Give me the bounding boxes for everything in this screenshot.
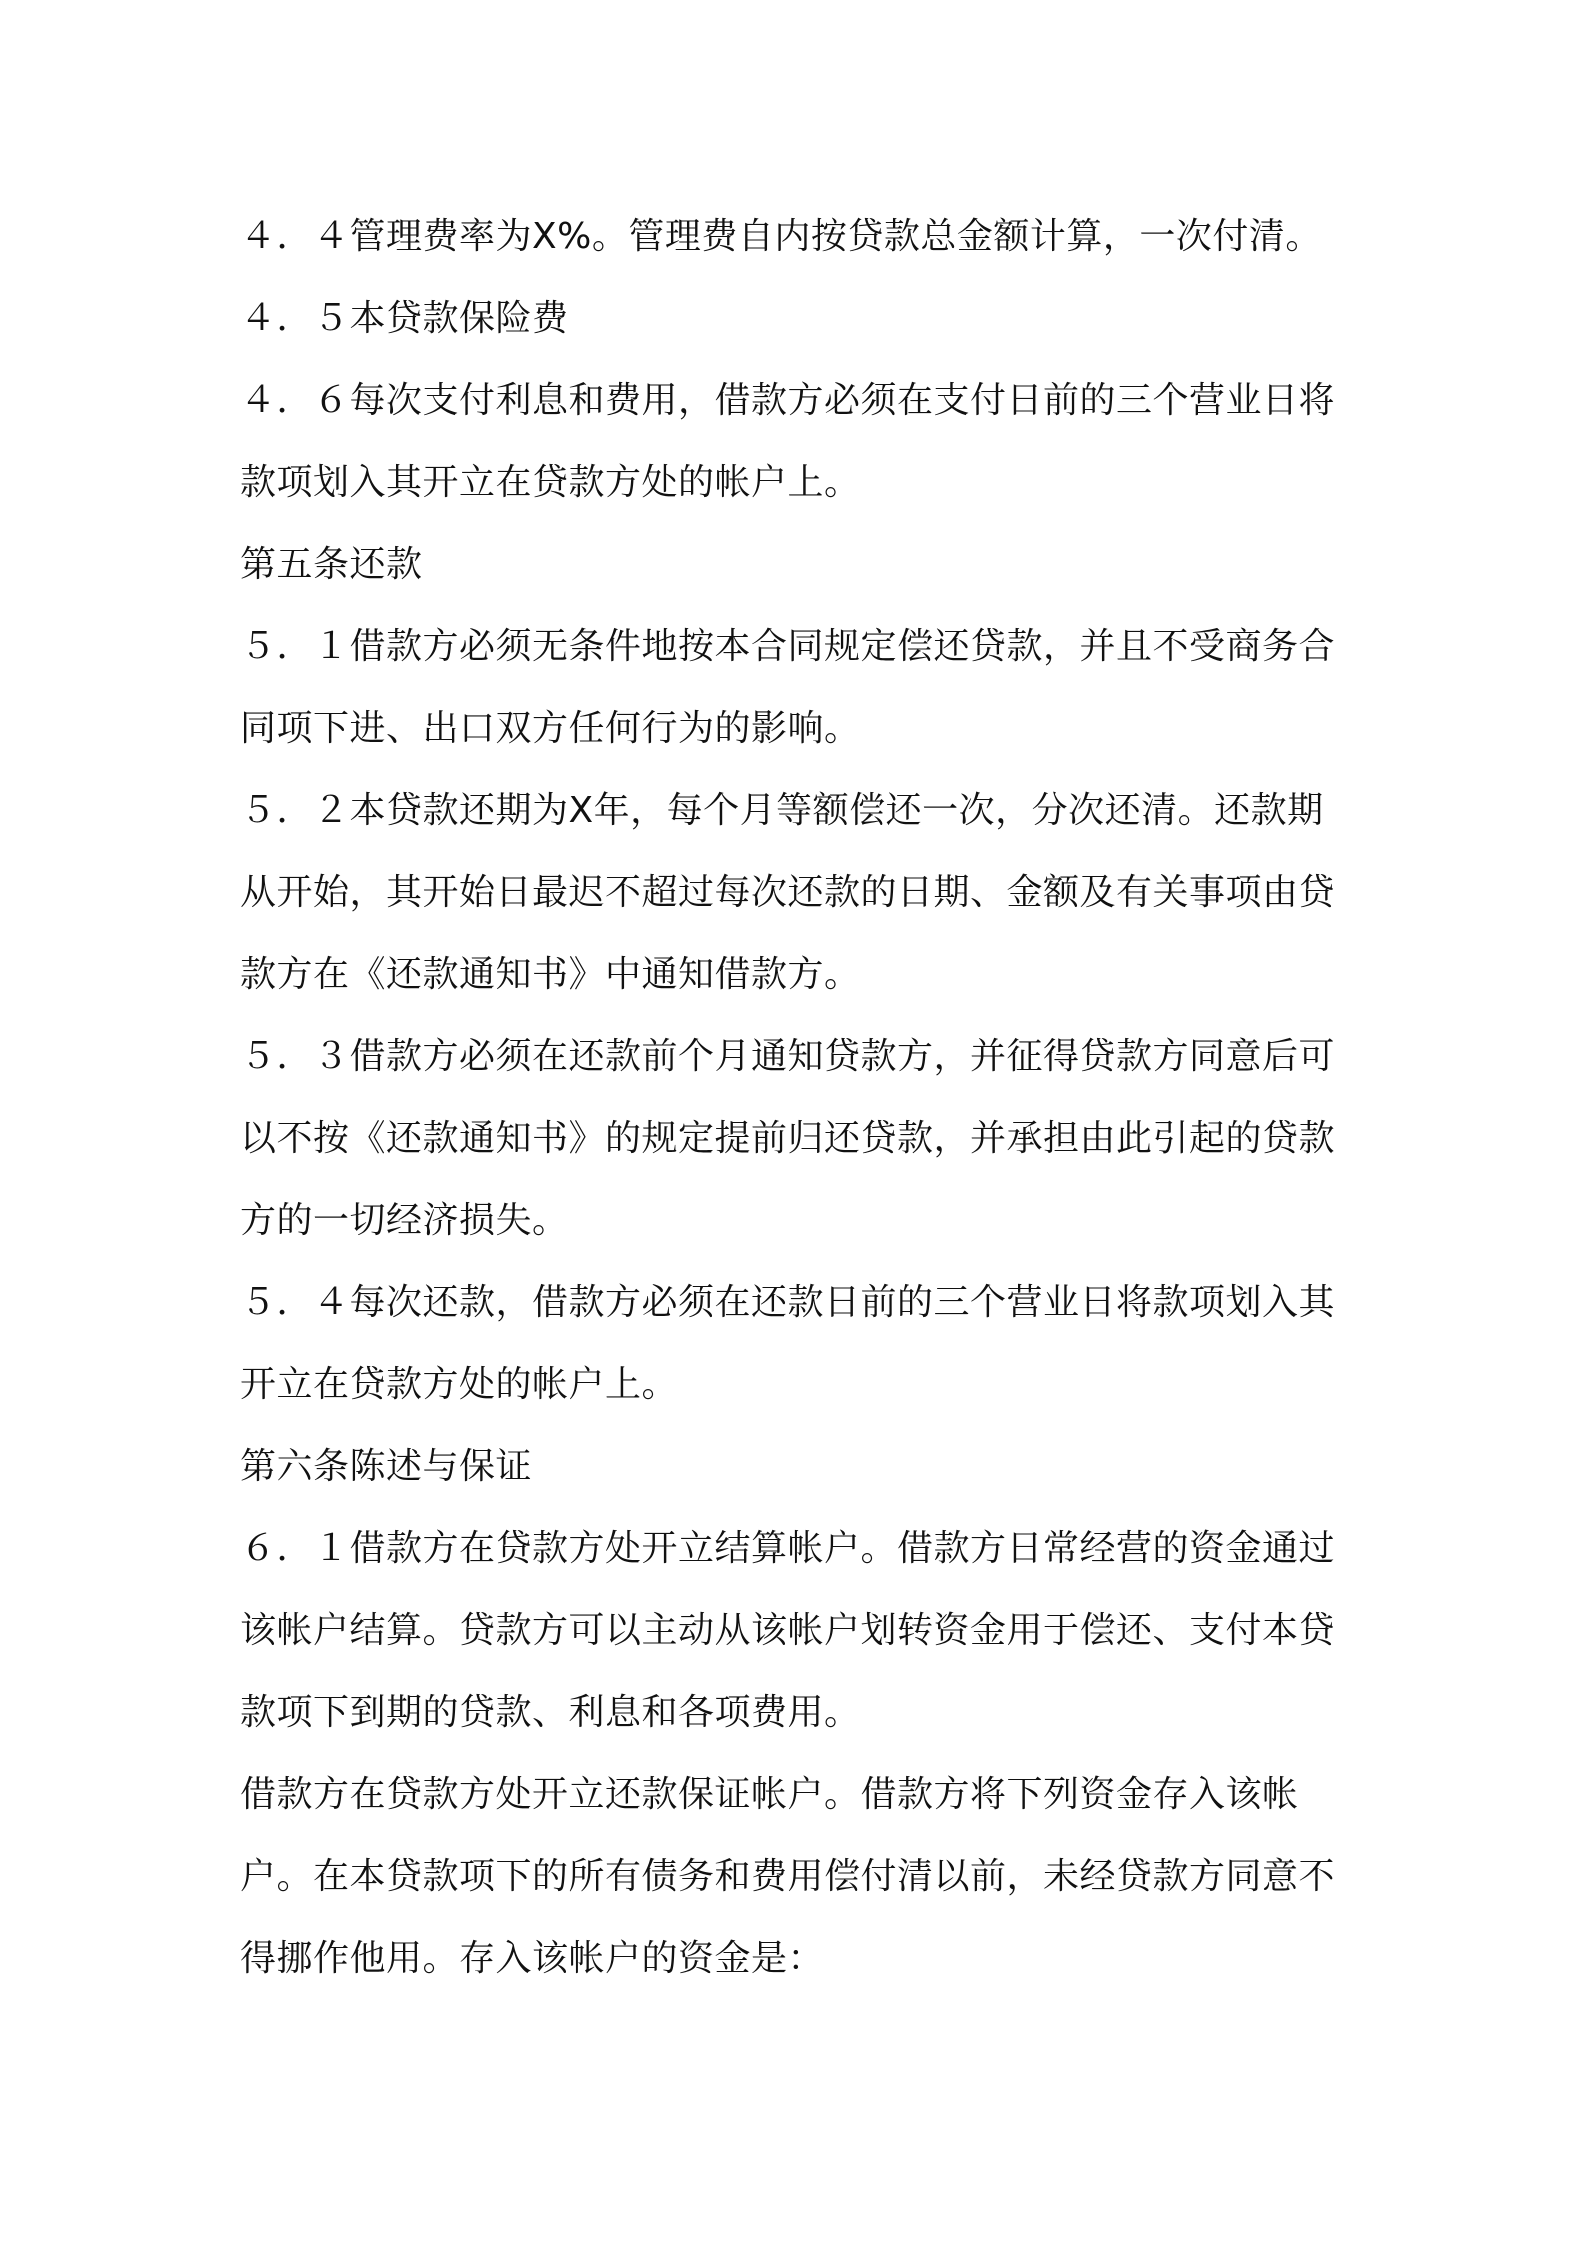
text-line: 款项划入其开立在贷款方处的帐户上。 bbox=[240, 462, 861, 503]
text-line: ５．２本贷款还期为X年，每个月等额偿还一次，分次还清。还款期 bbox=[240, 790, 1324, 831]
text-line: ５．１借款方必须无条件地按本合同规定偿还贷款，并且不受商务合 bbox=[240, 626, 1336, 667]
text-line: ６．１借款方在贷款方处开立结算帐户。借款方日常经营的资金通过 bbox=[240, 1528, 1336, 1569]
text-line: 以不按《还款通知书》的规定提前归还贷款，并承担由此引起的贷款 bbox=[240, 1118, 1336, 1159]
section-heading: 第五条还款 bbox=[240, 544, 423, 585]
section-heading: 第六条陈述与保证 bbox=[240, 1446, 533, 1487]
text-line: 方的一切经济损失。 bbox=[240, 1200, 569, 1241]
text-line: 借款方在贷款方处开立还款保证帐户。借款方将下列资金存入该帐 bbox=[240, 1774, 1299, 1815]
text-line: ４．４管理费率为X%。管理费自内按贷款总金额计算，一次付清。 bbox=[240, 216, 1322, 257]
text-line: 款项下到期的贷款、利息和各项费用。 bbox=[240, 1692, 861, 1733]
text-line: ４．６每次支付利息和费用，借款方必须在支付日前的三个营业日将 bbox=[240, 380, 1336, 421]
text-line: 开立在贷款方处的帐户上。 bbox=[240, 1364, 679, 1405]
document-body bbox=[240, 196, 1360, 2000]
text-line: 同项下进、出口双方任何行为的影响。 bbox=[240, 708, 861, 749]
text-line: 该帐户结算。贷款方可以主动从该帐户划转资金用于偿还、支付本贷 bbox=[240, 1610, 1336, 1651]
text-line: 款方在《还款通知书》中通知借款方。 bbox=[240, 954, 861, 995]
text-line: 从开始，其开始日最迟不超过每次还款的日期、金额及有关事项由贷 bbox=[240, 872, 1336, 913]
text-line: ４．５本贷款保险费 bbox=[240, 298, 569, 339]
text-line: ５．３借款方必须在还款前个月通知贷款方，并征得贷款方同意后可 bbox=[240, 1036, 1336, 1077]
text-line: 得挪作他用。存入该帐户的资金是： bbox=[240, 1938, 825, 1979]
text-line: 户。在本贷款项下的所有债务和费用偿付清以前，未经贷款方同意不 bbox=[240, 1856, 1336, 1897]
text-line: ５．４每次还款，借款方必须在还款日前的三个营业日将款项划入其 bbox=[240, 1282, 1336, 1323]
